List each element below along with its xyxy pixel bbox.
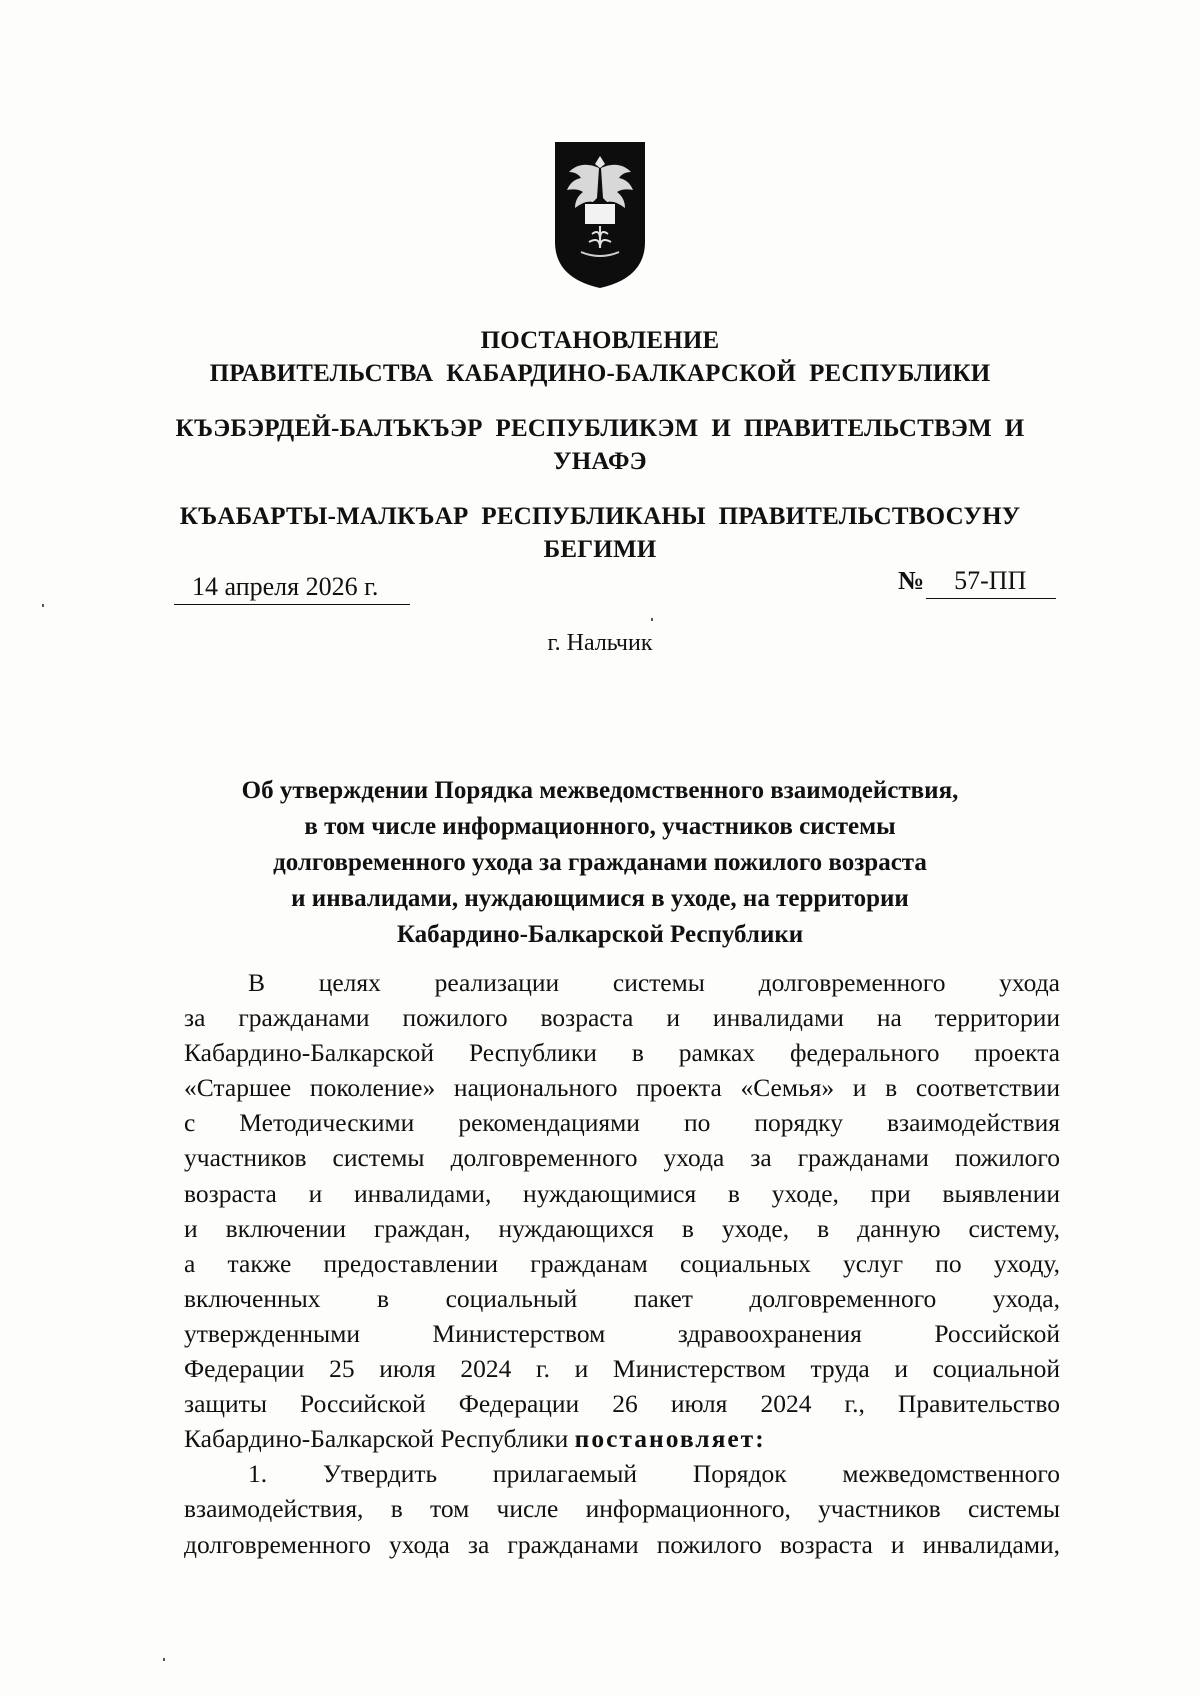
item-1-line: взаимодействия, в том числе информационного, участников системы (184, 1494, 1060, 1524)
item-1-line: долговременного ухода за гражданами пожилого возраста и инвалидами, (184, 1529, 1060, 1559)
body-line: с Методическими рекомендациями по порядку взаимодействия (184, 1108, 1060, 1138)
body-line: участников системы долговременного ухода за гражданами пожилого (184, 1143, 1060, 1173)
body-line: Федерации 25 июля 2024 г. и Министерством труда и социальной (184, 1354, 1060, 1384)
item-1-line: 1. Утвердить прилагаемый Порядок межведомственного (248, 1459, 1060, 1489)
header-line-1: ПОСТАНОВЛЕНИЕ (480, 327, 720, 354)
header-line-2: ПРАВИТЕЛЬСТВА КАБАРДИНО-БАЛКАРСКОЙ РЕСПУБЛИКИ (209, 360, 991, 387)
body-line: включенных в социальный пакет долговременного ухода, (184, 1283, 1060, 1313)
scan-speck (163, 1658, 165, 1661)
body-line: В целях реализации системы долговременного ухода (248, 968, 1060, 997)
number-value: 57-ПП (926, 566, 1056, 599)
kabardian-line-1: КЪЭБЭРДЕЙ-БАЛЪКЪЭР РЕСПУБЛИКЭМ И ПРАВИТЕЛЬСТВЭМ И (175, 415, 1025, 442)
number-sign: № (898, 566, 925, 595)
document-city: г. Нальчик (547, 630, 653, 656)
title-line: и инвалидами, нуждающимися в уходе, на территории (291, 885, 909, 912)
document-number (898, 566, 1056, 599)
title-line: Об утверждении Порядка межведомственного взаимодействия, (241, 777, 959, 804)
body-line: утвержденными Министерством здравоохранения Российской (184, 1318, 1060, 1348)
title-line: Кабардино-Балкарской Республики (396, 921, 804, 948)
body-line: и включении граждан, нуждающихся в уходе, в данную систему, (184, 1213, 1060, 1243)
body-line: защиты Российской Федерации 26 июля 2024 г., Правительство (184, 1389, 1060, 1419)
title-line: в том числе информационного, участников системы (304, 813, 896, 840)
body-line: а также предоставлении гражданам социальных услуг по уходу, (184, 1248, 1060, 1278)
coat-of-arms-icon (551, 138, 649, 290)
header-balkar (150, 500, 1050, 566)
body-line: возраста и инвалидами, нуждающимися в уходе, при выявлении (184, 1178, 1060, 1208)
header-title (150, 324, 1050, 390)
title-line: долговременного ухода за гражданами пожилого возраста (273, 849, 927, 876)
resolves-keyword: постановляет: (574, 1424, 766, 1454)
header-kabardian (150, 412, 1050, 478)
scan-speck (42, 604, 44, 607)
document-date: 14 апреля 2026 г. (174, 572, 410, 605)
document-title (160, 773, 1040, 953)
body-line: за гражданами пожилого возраста и инвалидами на территории (184, 1003, 1060, 1033)
body-line: Кабардино-Балкарской Республики в рамках федерального проекта (184, 1038, 1060, 1068)
kabardian-line-2: УНАФЭ (553, 448, 647, 475)
body-line-text: Кабардино-Балкарской Республики (184, 1424, 575, 1454)
body-line-resolves (184, 1421, 1060, 1456)
scan-speck (651, 618, 653, 621)
balkar-line-2: БЕГИМИ (543, 536, 657, 563)
document-body (184, 965, 1060, 1562)
balkar-line-1: КЪАБАРТЫ-МАЛКЪАР РЕСПУБЛИКАНЫ ПРАВИТЕЛЬСТВОСУНУ (179, 503, 1021, 530)
body-line: «Старшее поколение» национального проекта «Семья» и в соответствии (184, 1073, 1060, 1103)
